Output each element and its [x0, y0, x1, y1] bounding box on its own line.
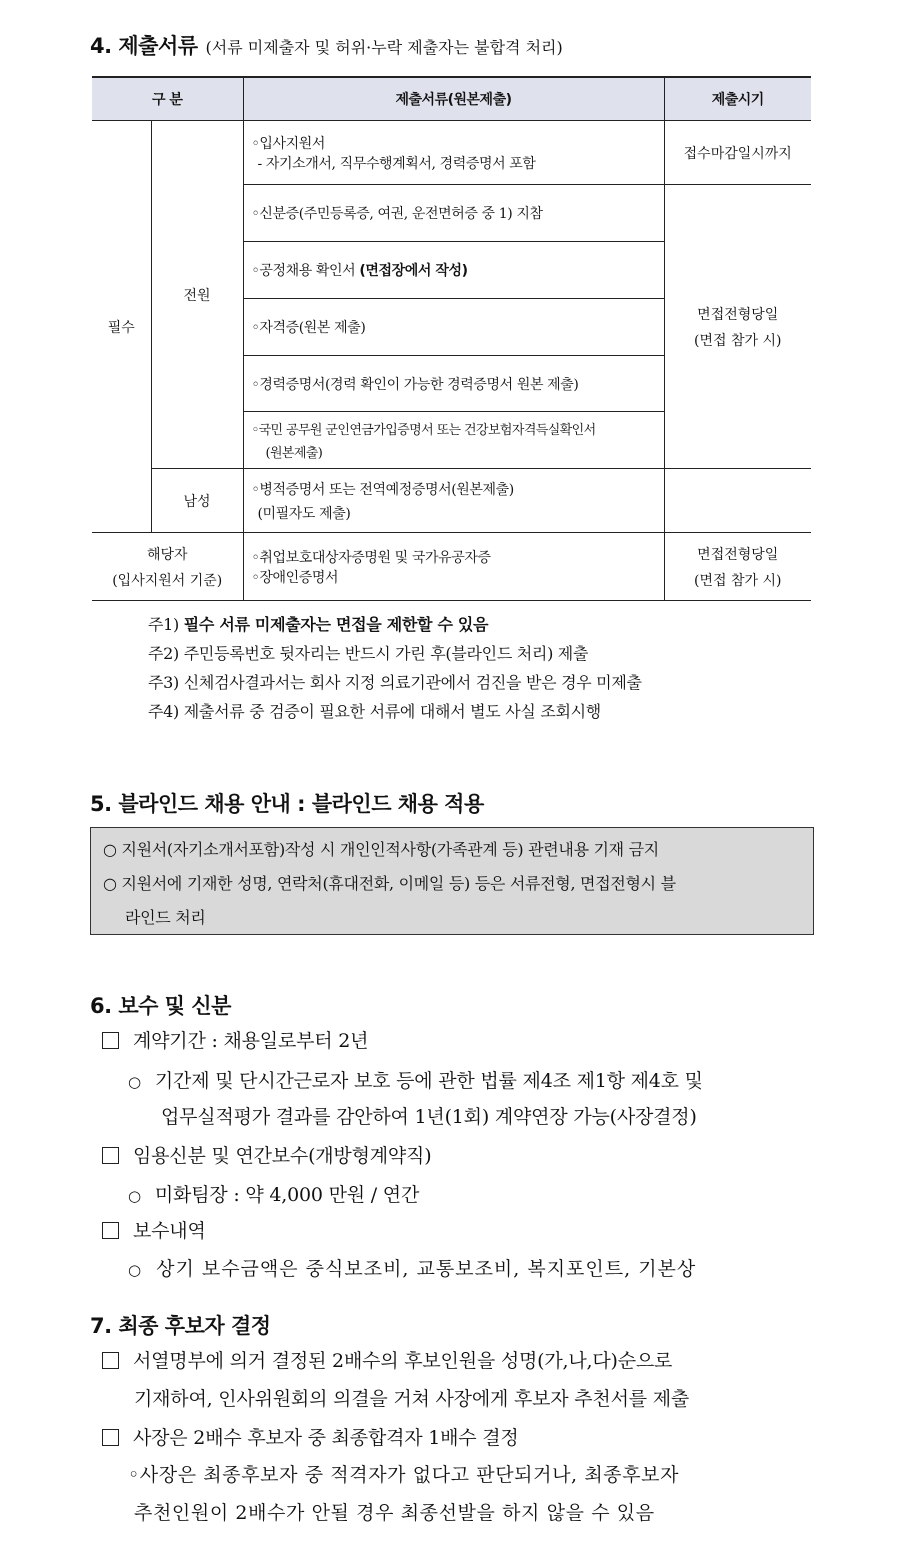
note-2: 주2) 주민등록번호 뒷자리는 반드시 가린 후(블라인드 처리) 제출 [148, 644, 589, 663]
blind-line-3: 라인드 처리 [125, 908, 206, 927]
blind-hiring-box [90, 827, 814, 935]
row-applicable: ◦취업보호대상자증명원 및 국가유공자증 ◦장애인증명서 [243, 533, 664, 601]
row-license: ◦자격증(원본 제출) [243, 299, 664, 356]
required-label: 필수 [92, 121, 151, 533]
checkbox-square-icon [102, 1429, 119, 1446]
contract-item: 계약기간 : 채용일로부터 2년 [102, 1026, 368, 1053]
checkbox-square-icon [102, 1352, 119, 1369]
all-label: 전원 [151, 121, 243, 469]
status-item: 임용신분 및 연간보수(개방형계약직) [102, 1141, 431, 1168]
checkbox-square-icon [102, 1032, 119, 1049]
header-category: 구 분 [92, 77, 243, 121]
candidate-item-1: 서열명부에 의거 결정된 2배수의 후보인원을 성명(가,나,다)순으로 [102, 1346, 672, 1373]
contract-detail-1: ○ 기간제 및 단시간근로자 보호 등에 관한 법률 제4조 제1항 제4호 및 [128, 1070, 703, 1092]
blind-line-2: ○ 지원서에 기재한 성명, 연락처(휴대전화, 이메일 등) 등은 서류전형, 면접전형시 블 [103, 874, 676, 893]
row-military: ◦병적증명서 또는 전역예정증명서(원본제출) (미필자도 제출) [243, 469, 664, 533]
note-4: 주4) 제출서류 중 검증이 필요한 서류에 대해서 별도 사실 조회시행 [148, 702, 601, 721]
circle-bullet-icon: ○ [128, 1187, 141, 1205]
checkbox-square-icon [102, 1222, 119, 1239]
pay-detail: ○ 상기 보수금액은 중식보조비, 교통보조비, 복지포인트, 기본상 [128, 1258, 697, 1280]
male-label: 남성 [151, 469, 243, 533]
candidate-detail-1: ◦사장은 최종후보자 중 적격자가 없다고 판단되거나, 최종후보자 [128, 1464, 680, 1486]
section-5-title: 5. 블라인드 채용 안내 : 블라인드 채용 적용 [90, 792, 484, 816]
row-pension: ◦국민 공무원 군인연금가입증명서 또는 건강보험자격득실확인서 (원본제출) [243, 412, 664, 469]
documents-table [92, 76, 811, 601]
section-6-title: 6. 보수 및 신분 [90, 994, 231, 1018]
pay-item: 보수내역 [102, 1216, 206, 1243]
note-3: 주3) 신체검사결과서는 회사 지정 의료기관에서 검진을 받은 경우 미제출 [148, 673, 642, 692]
section-7-title: 7. 최종 후보자 결정 [90, 1314, 271, 1338]
blind-line-1: ○ 지원서(자기소개서포함)작성 시 개인인적사항(가족관계 등) 관련내용 기재 금지 [103, 840, 659, 859]
candidate-detail-2: 추천인원이 2배수가 안될 경우 최종선발을 하지 않을 수 있음 [134, 1502, 655, 1524]
header-documents: 제출서류(원본제출) [243, 77, 664, 121]
applicable-label: 해당자 (입사지원서 기준) [92, 533, 243, 601]
interview-timing: 면접전형당일 (면접 참가 시) [664, 185, 811, 469]
applicable-timing: 면접전형당일 (면접 참가 시) [664, 533, 811, 601]
candidate-item-2: 사장은 2배수 후보자 중 최종합격자 1배수 결정 [102, 1423, 519, 1450]
row-application: ◦입사지원서 - 자기소개서, 직무수행계획서, 경력증명서 포함 [243, 121, 664, 185]
candidate-item-1-cont: 기재하여, 인사위원회의 의결을 거쳐 사장에게 후보자 추천서를 제출 [134, 1388, 690, 1410]
circle-bullet-icon: ○ [128, 1261, 143, 1279]
note-1: 주1) 필수 서류 미제출자는 면접을 제한할 수 있음 [148, 615, 489, 634]
row-career: ◦경력증명서(경력 확인이 가능한 경력증명서 원본 제출) [243, 356, 664, 412]
row-id: ◦신분증(주민등록증, 여권, 운전면허증 중 1) 지참 [243, 185, 664, 242]
circle-bullet-icon: ○ [128, 1073, 141, 1091]
header-timing: 제출시기 [664, 77, 811, 121]
checkbox-square-icon [102, 1147, 119, 1164]
section-4-subtitle: (서류 미제출자 및 허위·누락 제출자는 불합격 처리) [205, 38, 563, 57]
contract-detail-2: 업무실적평가 결과를 감안하여 1년(1회) 계약연장 가능(사장결정) [161, 1106, 697, 1128]
section-4-title: 4. 제출서류 (서류 미제출자 및 허위·누락 제출자는 불합격 처리) [90, 34, 563, 58]
row-fair-hiring: ◦공정채용 확인서 (면접장에서 작성) [243, 242, 664, 299]
application-timing: 접수마감일시까지 [664, 121, 811, 185]
salary-detail: ○ 미화팀장 : 약 4,000 만원 / 연간 [128, 1184, 420, 1206]
